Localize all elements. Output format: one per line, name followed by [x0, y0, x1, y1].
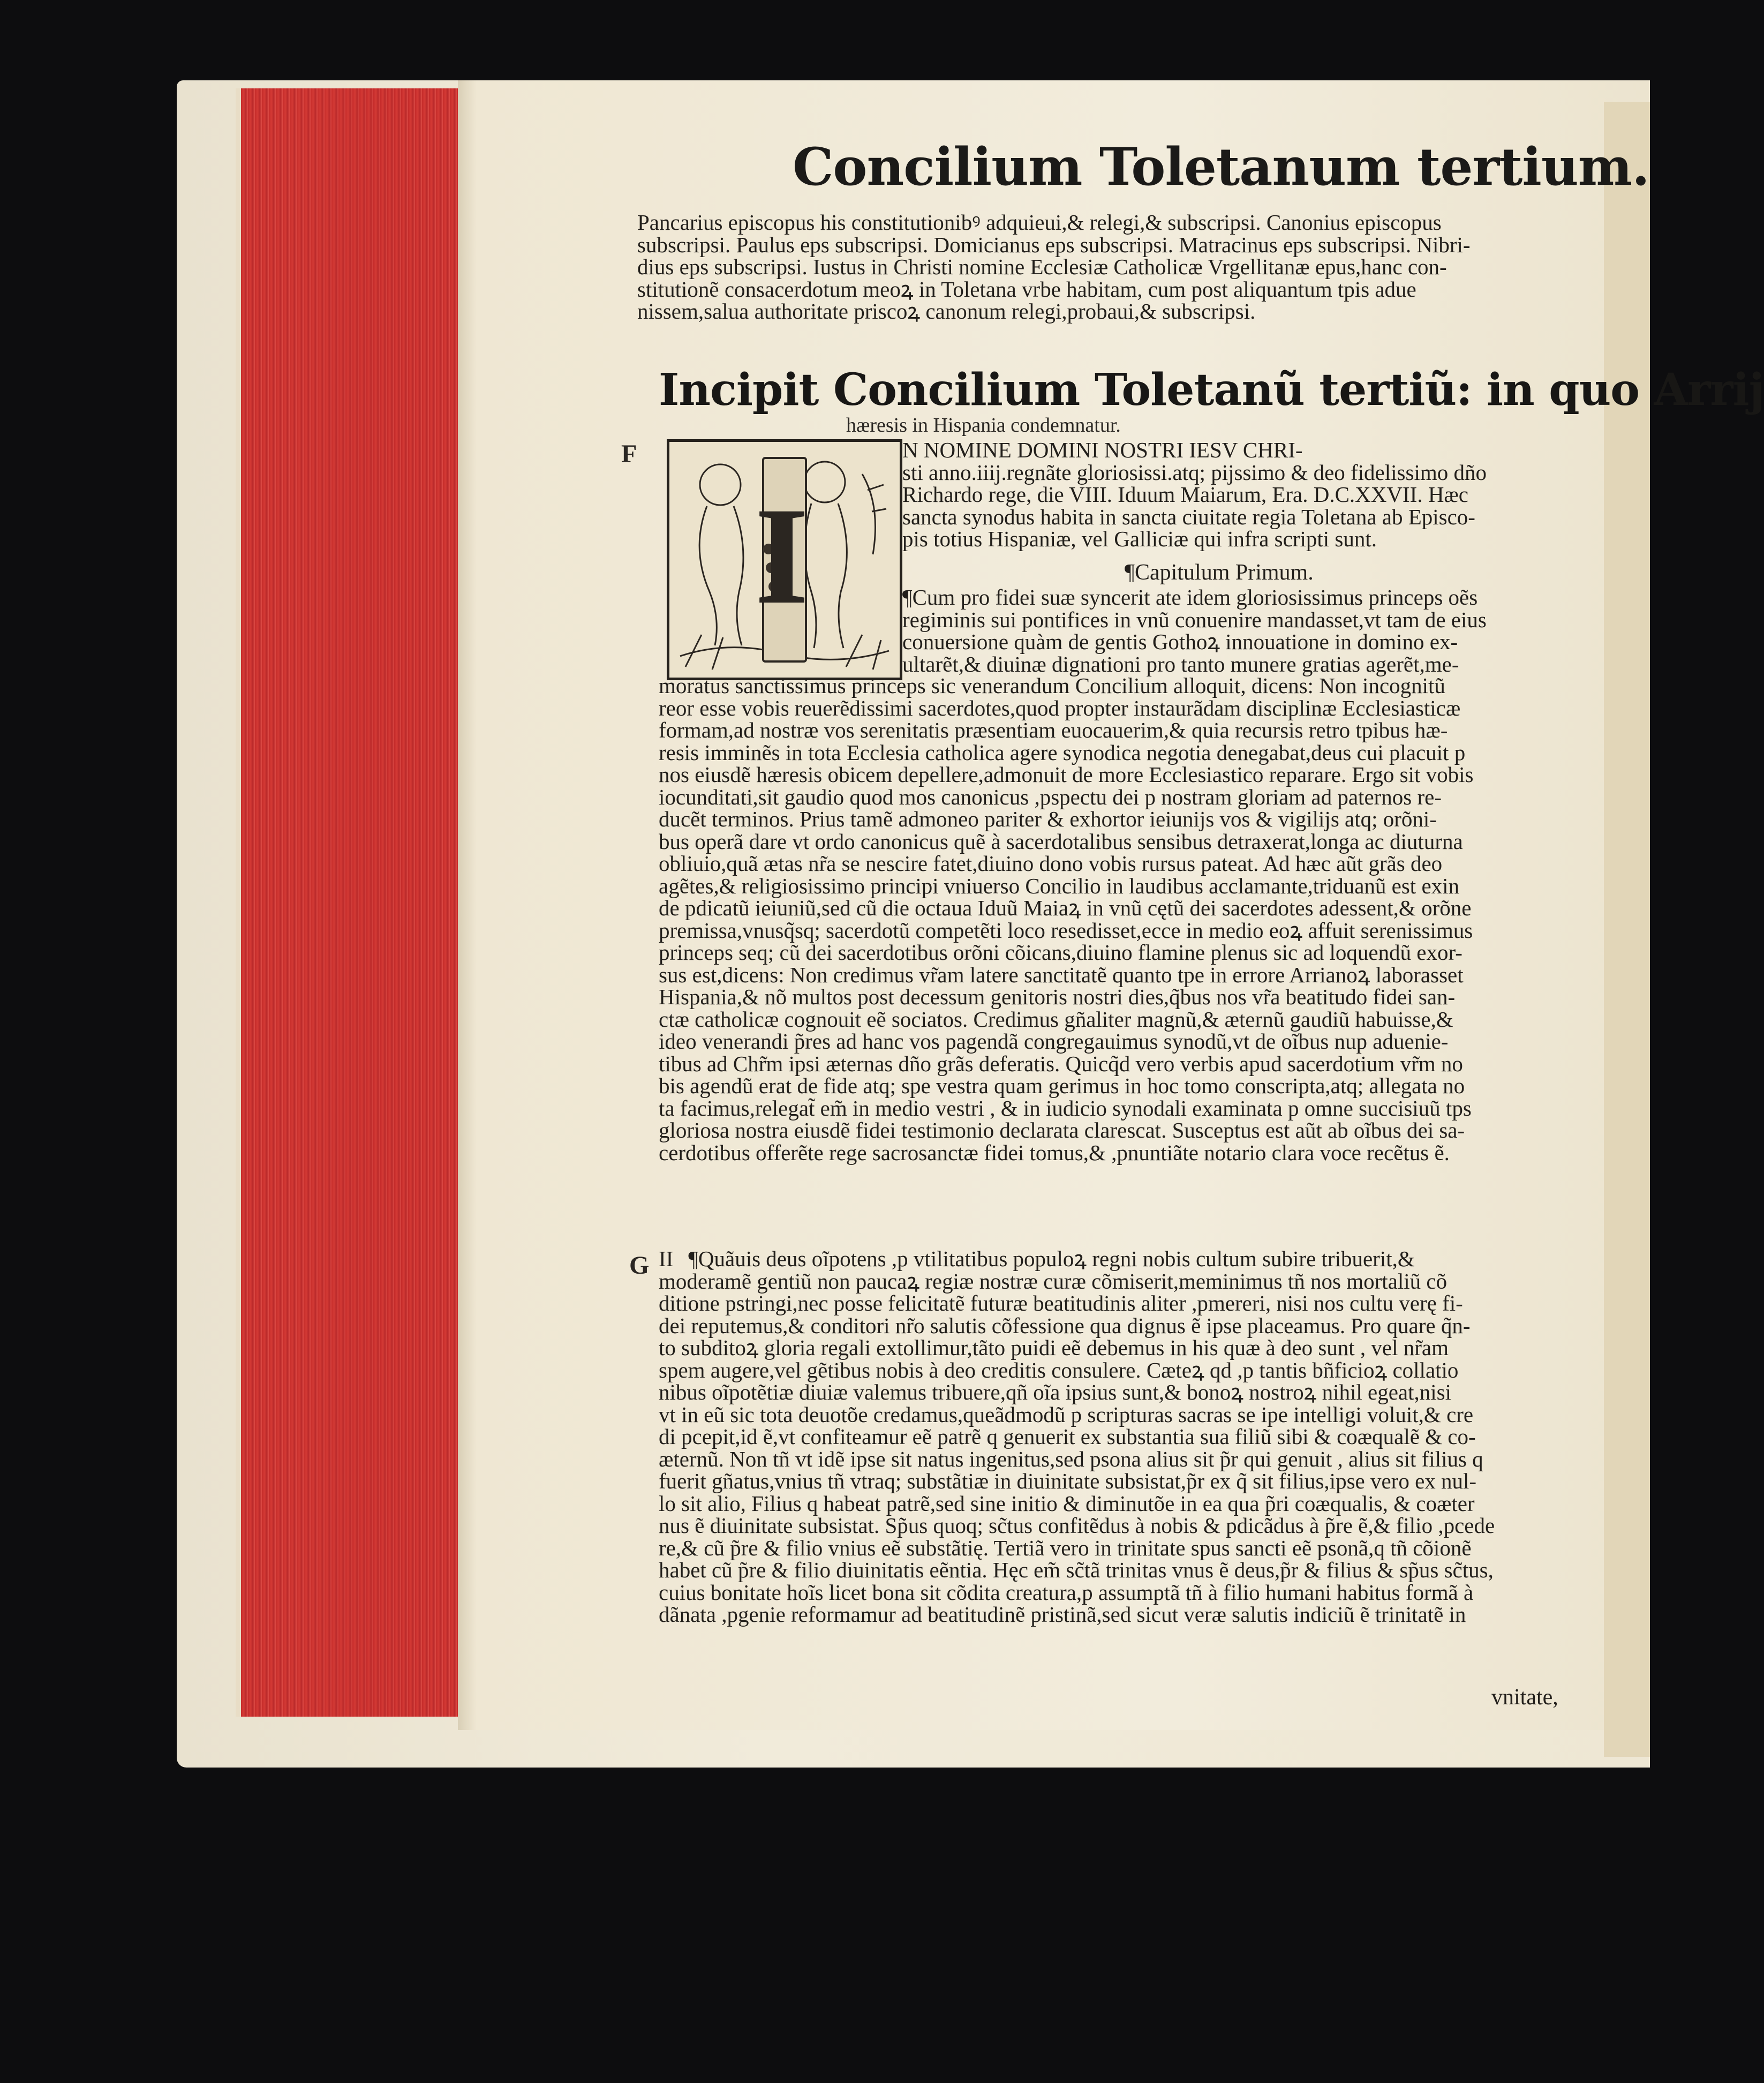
text-line: bis agendũ erat de fide atq; spe vestra quam gerimus in hoc tomo conscripta,atq; allegata no: [659, 1073, 1465, 1098]
text-line: dãnata ,pgenie reformamur ad beatitudinẽ pristinã,sed sicut veræ salutis indiciũ ẽ trinitatẽ in: [659, 1602, 1466, 1627]
text-line: vt in eũ sic tota deuotõe credamus,queãdmodũ p scripturas sacras se ipe intelligi voluit,& cre: [659, 1402, 1474, 1427]
red-page-edges: [236, 88, 466, 1717]
text-line: de pdicatũ ieiuniũ,sed cũ die octaua Iduũ Maiaꝝ in vnũ cętũ dei sacerdotes adessent,& orõne: [659, 896, 1472, 920]
chapter-opening: [902, 586, 1487, 675]
text-line: pis totius Hispaniæ, vel Galliciæ qui infra scripti sunt.: [902, 527, 1377, 551]
svg-text:I: I: [755, 479, 809, 633]
text-line: dei reputemus,& conditori nr̃o salutis cõfessione qua dignus ẽ ipse placeamus. Pro quare q̃n-: [659, 1313, 1471, 1338]
text-line: nissem,salua authoritate priscoꝝ canonum relegi,probaui,& subscripsi.: [637, 299, 1256, 324]
text-line: di pcepit,id ẽ,vt confiteamur eẽ patrẽ q genuerit ex substantia sua filiũ sibi & coæqualẽ & co-: [659, 1424, 1476, 1449]
margin-letter-f: F: [621, 440, 637, 468]
text-line: reor esse vobis reuerẽdissimi sacerdotes,quod propter instaurãdam disciplinæ Ecclesiasticæ: [659, 695, 1461, 720]
text-line: moderamẽ gentiũ non paucaꝝ regiæ nostræ curæ cõmiserit,meminimus tñ nos mortaliũ cõ: [659, 1268, 1448, 1294]
text-line: æternũ. Non tñ vt idẽ ipse sit natus ingenitus,sed psona alius sit p̃r qui genuit , alius sit filius q: [659, 1446, 1483, 1471]
text-line: formam,ad nostræ vos serenitatis præsentiam euocauerim,& quia recursis retro tpibus hæ-: [659, 718, 1448, 742]
text-line: Richardo rege, die VIII. Iduum Maiarum, Era. D.C.XXVII. Hæc: [902, 482, 1468, 507]
incipit-subline: hæresis in Hispania condemnatur.: [846, 414, 1121, 437]
text-line: tibus ad Chr̃m ipsi æternas dño grãs deferatis. Quicq̃d vero verbis apud sacerdotium vr̃m no: [659, 1051, 1463, 1076]
text-line: ¶Cum pro fidei suæ syncerit ate idem gloriosissimus princeps oẽs: [902, 585, 1478, 610]
text-line: moratus sanctissimus princeps sic venerandum Concilium alloquit, dicens: Non incognitũ: [659, 673, 1445, 698]
text-line: ctæ catholicæ cognouit eẽ sociatos. Credimus gñaliter magnũ,& æternũ gaudiũ habuisse,&: [659, 1006, 1453, 1032]
catchword: vnitate,: [1491, 1685, 1558, 1710]
text-line: ideo venerandi p̃res ad hanc vos pagendã congregauimus synodũ,vt de oĩbus nup aduenie-: [659, 1029, 1449, 1054]
text-line: ducẽt terminos. Prius tamẽ admoneo pariter & exhortor ieiunijs vos & vigilijs atq; orõni-: [659, 807, 1437, 831]
text-line: ta facimus,relegat̃ em̃ in medio vestri , & in iudicio synodali examinata p omne succisiuũ tps: [659, 1095, 1472, 1121]
text-line: stitutionẽ consacerdotum meoꝝ in Toletana vrbe habitam, cum post aliquantum tpis adue: [637, 276, 1416, 302]
chapter-heading: ¶Capitulum Primum.: [1125, 560, 1314, 585]
text-line: sancta synodus habita in sancta ciuitate regia Toletana ab Episco-: [902, 504, 1475, 529]
section-number: II: [659, 1246, 674, 1271]
facing-page-edge: [1604, 102, 1650, 1757]
text-line: obliuio,quã ætas nr̃a se nescire fatet,diuino dono vobis rursus pateat. Ad hæc aũt grãs deo: [659, 851, 1443, 876]
text-line: gloriosa nostra eiusdẽ fidei testimonio declarata clarescat. Susceptus est aũt ab oĩbus dei sa-: [659, 1118, 1465, 1142]
text-line: iocunditati,sit gaudio quod mos canonicus ,pspectu dei p nostram gloriam ad paternos re-: [659, 784, 1442, 809]
text-line: sti anno.iiij.regnãte gloriosissi.atq; pijssimo & deo fidelissimo dño: [902, 460, 1487, 485]
text-line: ditione pstringi,nec posse felicitatẽ futuræ beatitudinis aliter ,pmereri, nisi nos cultu verę fi-: [659, 1291, 1463, 1315]
text-line: sus est,dicens: Non credimus vr̃am latere sanctitatẽ quanto tpe in errore Arrianoꝝ laborasset: [659, 962, 1464, 987]
text-line: fuerit gñatus,vnius tñ vtraq; substãtiæ in diuinitate subsistat,p̃r ex q̃ sit filius,ipse vero ex nul-: [659, 1469, 1477, 1493]
text-line: bus operã dare vt ordo canonicus quẽ à sacerdotalibus sensibus detraxerat,longa ac diuturna: [659, 829, 1463, 854]
text-line: agẽtes,& religiosissimo principi vniuerso Concilio in laudibus acclamante,triduanũ est exin: [659, 873, 1460, 898]
text-line: Hispania,& nõ multos post decessum genitoris nostri dies,q̃bus nos vr̃a beatitudo fidei san-: [659, 984, 1456, 1009]
text-line: cerdotibus offerẽte rege sacrosanctæ fidei tomus,& ,pnuntiãte notario clara voce recẽtus ẽ.: [659, 1140, 1450, 1165]
text-line: resis imminẽs in tota Ecclesia catholica agere synodica negotia denegabat,deus cui placuit p: [659, 740, 1466, 765]
historiated-initial-I-icon: [667, 439, 902, 680]
text-line: cuius bonitate hoĩs licet bona sit cõdita creatura,p assumptã tñ à filio humani habitus formã à: [659, 1580, 1474, 1605]
text-line: nos eiusdẽ hæresis obicem depellere,admonuit de more Ecclesiastico reparare. Ergo sit vobis: [659, 762, 1474, 787]
text-line: II ¶Quãuis deus oĩpotens ,p vtilitatibus populoꝝ regni nobis cultum subire tribuerit,&: [659, 1246, 1415, 1271]
text-line: subscripsi. Paulus eps subscripsi. Domicianus eps subscripsi. Matracinus eps subscripsi. Nibri-: [637, 232, 1471, 257]
text-line: ultarẽt,& diuinæ dignationi pro tanto munere gratias agerẽt,me-: [902, 651, 1459, 676]
text-line: dius eps subscripsi. Iustus in Christi nomine Ecclesiæ Catholicæ Vrgellitanæ epus,hanc con-: [637, 254, 1447, 279]
opening-paragraph: [902, 439, 1487, 551]
text-line: to subditoꝝ gloria regali extollimur,tãto puidi eẽ debemus in his quæ à deo sunt , vel nr̃am: [659, 1335, 1449, 1360]
text-line: regiminis sui pontifices in vnũ conuenire mandasset,vt tam de eius: [902, 607, 1487, 632]
section-two: [659, 1248, 1495, 1626]
text-line: nus ẽ diuinitate subsistat. Sp̃us quoq; sc̃tus confitẽdus à nobis & pdicãdus à p̃re ẽ,& filio ,pcede: [659, 1513, 1495, 1538]
text-line: Pancarius episcopus his constitutionibꝰ adquieui,& relegi,& subscripsi. Canonius episcopus: [637, 210, 1442, 235]
text-line: nibus oĩpotẽtiæ diuiæ valemus tribuere,qñ oĩa ipsius sunt,& bonoꝝ nostroꝝ nihil egeat,nisi: [659, 1380, 1452, 1404]
text-line: lo sit alio, Filius q habeat patrẽ,sed sine initio & diminutõe in ea qua p̃ri coæqualis, & coæter: [659, 1491, 1475, 1516]
text-line: re,& cũ p̃re & filio vnius eẽ substãtię. Tertiã vero in trinitate spus sancti eẽ psonã,q tñ cõionẽ: [659, 1535, 1472, 1560]
margin-letter-g: G: [629, 1251, 650, 1280]
running-header: Concilium Toletanum tertium.: [793, 137, 1649, 197]
text-line: spem augere,vel gẽtibus nobis à deo creditis consulere. Cæteꝝ qd ,p tantis bñficioꝝ collatio: [659, 1357, 1459, 1382]
intro-paragraph: [637, 212, 1471, 323]
text-line: N NOMINE DOMINI NOSTRI IESV CHRI-: [902, 438, 1303, 462]
text-line: premissa,vnusq̃sq; sacerdotũ competẽti loco resedisset,ecce in medio eoꝝ affuit serenissimus: [659, 918, 1473, 943]
text-line: princeps seq; cũ dei sacerdotibus orõni cõicans,diuino flamine plenus sic ad loquendũ exor-: [659, 940, 1463, 965]
text-line: conuersione quàm de gentis Gothoꝝ innouatione in domino ex-: [902, 629, 1458, 654]
text-line: habet cũ p̃re & filio diuinitatis eẽntia. Hęc em̃ sc̃tã trinitas vnus ẽ deus,p̃r & filius & sp̃us sc̃tus,: [659, 1558, 1494, 1582]
incipit-heading: Incipit Concilium Toletanũ tertiũ: in quo Arrij: [659, 364, 1764, 416]
body-text: [659, 675, 1473, 1164]
